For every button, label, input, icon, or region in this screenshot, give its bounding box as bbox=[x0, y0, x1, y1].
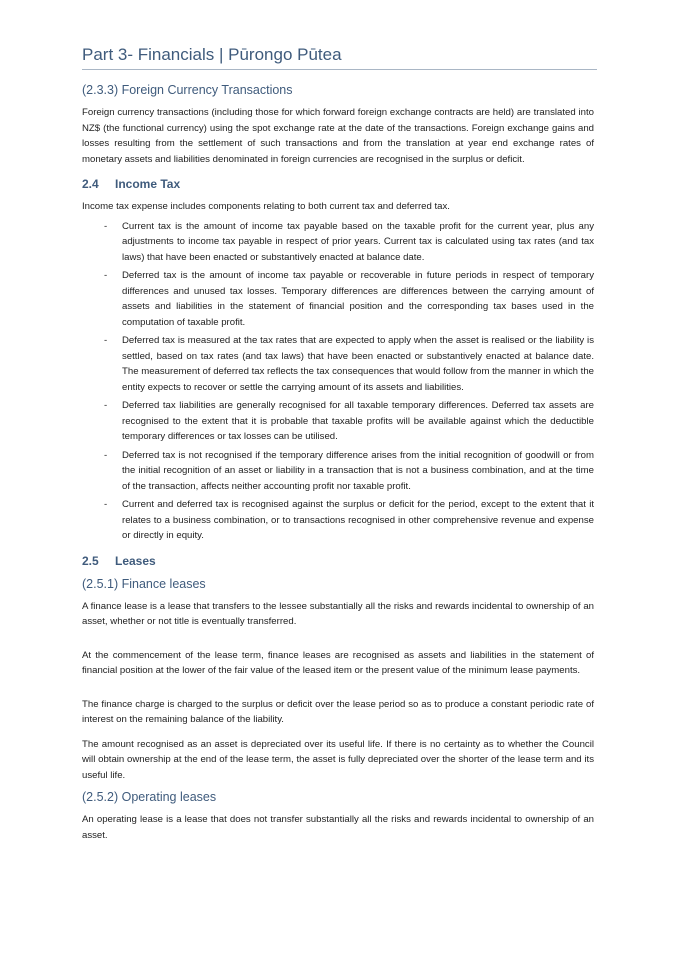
paragraph-income-tax-intro: Income tax expense includes components relating to both current tax and deferred tax. bbox=[82, 201, 450, 212]
paragraph-operating-leases: An operating lease is a lease that does not transfer substantially all the risks and rewards incidental to ownership of an asset. bbox=[82, 814, 594, 841]
paragraph-finance-lease-2: At the commencement of the lease term, finance leases are recognised as assets and liabilities in the statement of financial position at the lower of the fair value of the leased item or the present value of the minimum lease payments. bbox=[82, 649, 594, 676]
list-item-text: Current and deferred tax is recognised against the surplus or deficit for the period, except to the extent that it relates to a business combination, or to transactions recognised in other comprehensive revenue and expense or directly in equity. bbox=[122, 499, 594, 541]
page-content bbox=[82, 82, 594, 852]
paragraph-foreign-currency: Foreign currency transactions (including those for which forward foreign exchange contracts are held) are translated into NZ$ (the functional currency) using the spot exchange rate at the date of the transactions. Foreign exchange gains and losses resulting from the settlement of such transactions and from the translation at year end exchange rates of monetary assets and liabilities denominated in foreign currencies are recognised in the surplus or deficit. bbox=[82, 107, 594, 165]
heading-foreign-currency-transactions: (2.3.3) Foreign Currency Transactions bbox=[82, 83, 293, 97]
list-item-text: Deferred tax is the amount of income tax payable or recoverable in future periods in respect of temporary differences and unused tax losses. Temporary differences are differences between the carrying amount of assets and liabilities in the statement of financial position and the corresponding tax bases used in the computation of taxable profit. bbox=[122, 270, 594, 328]
bullet-marker: - bbox=[104, 270, 108, 281]
bullet-marker: - bbox=[104, 499, 108, 510]
section-title: Income Tax bbox=[115, 177, 181, 191]
heading-operating-leases: (2.5.2) Operating leases bbox=[82, 790, 217, 804]
bullet-marker: - bbox=[104, 335, 108, 346]
list-item bbox=[82, 268, 594, 330]
list-item-text: Deferred tax is not recognised if the temporary difference arises from the initial recognition of goodwill or from the initial recognition of an asset or liability in a transaction that is not a business combination, and at the time of the transaction, affects neither accounting profit nor taxable profit. bbox=[122, 449, 594, 492]
section-number: 2.5 bbox=[82, 553, 99, 568]
section-title: Leases bbox=[115, 553, 156, 568]
list-item bbox=[82, 448, 594, 495]
paragraph-finance-lease-4: The amount recognised as an asset is depreciated over its useful life. If there is no certainty as to whether the Council will obtain ownership at the end of the lease term, the asset is fully depreciated over the shorter of the lease term and its useful life. bbox=[82, 738, 594, 781]
list-item-text: Deferred tax is measured at the tax rates that are expected to apply when the asset is realised or the liability is settled, based on tax rates (and tax laws) that have been enacted or substantively enacted at balance date. The measurement of deferred tax reflects the tax consequences that would follow from the manner in which the entity expects to recover or settle the carrying amount of its assets and liabilities. bbox=[122, 335, 594, 393]
list-item-text: Deferred tax liabilities are generally recognised for all taxable temporary differences. Deferred tax assets are recognised to the extent that it is probable that taxable profits will be available against which the deductible temporary differences or tax losses can be utilised. bbox=[122, 400, 594, 442]
section-number: 2.4 bbox=[82, 177, 99, 191]
list-item bbox=[82, 219, 594, 266]
paragraph-finance-lease-1: A finance lease is a lease that transfers to the lessee substantially all the risks and rewards incidental to ownership of an asset, whether or not title is eventually transferred. bbox=[82, 600, 594, 627]
bullet-marker: - bbox=[104, 400, 108, 411]
bullet-marker: - bbox=[104, 220, 108, 232]
paragraph-finance-lease-3: The finance charge is charged to the surplus or deficit over the lease period so as to produce a constant periodic rate of interest on the remaining balance of the liability. bbox=[82, 698, 594, 725]
income-tax-bullet-list bbox=[82, 219, 594, 544]
list-item bbox=[82, 333, 594, 395]
page-title: Part 3- Financials | Pūrongo Pūtea bbox=[82, 45, 342, 64]
list-item bbox=[82, 497, 594, 544]
bullet-marker: - bbox=[104, 449, 108, 461]
heading-income-tax bbox=[82, 176, 594, 192]
list-item-text: Current tax is the amount of income tax payable based on the taxable profit for the current year, plus any adjustments to income tax payable in respect of prior years. Current tax is calculated using tax rates (and tax laws) that have been enacted or substantively enacted at balance date. bbox=[122, 220, 594, 263]
list-item bbox=[82, 398, 594, 445]
heading-leases bbox=[82, 553, 594, 569]
heading-finance-leases: (2.5.1) Finance leases bbox=[82, 576, 206, 591]
title-divider bbox=[82, 69, 597, 70]
